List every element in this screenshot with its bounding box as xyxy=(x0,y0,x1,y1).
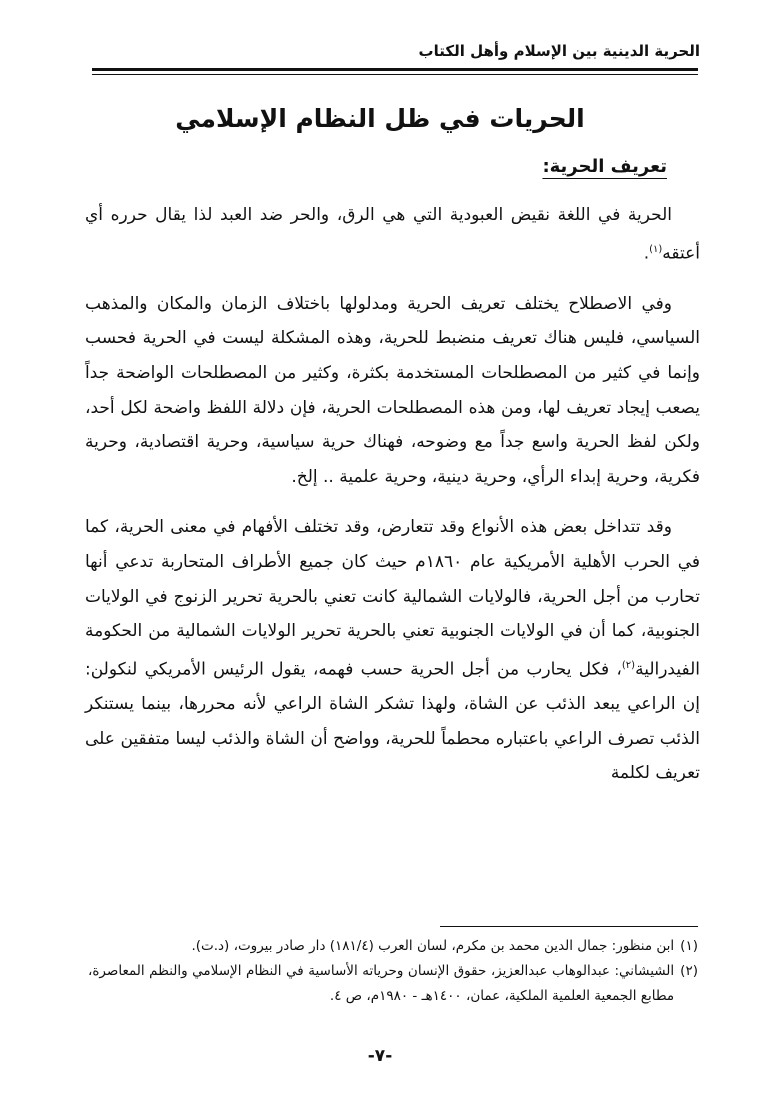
header-rule-thick xyxy=(92,68,698,71)
footnote-text: ابن منظور: جمال الدين محمد بن مكرم، لسان العرب (١٨١/٤) دار صادر بيروت، (د.ت). xyxy=(191,938,675,954)
header-rule-thin xyxy=(92,74,698,75)
page-number: -٧- xyxy=(367,1046,393,1066)
footnote xyxy=(88,934,698,959)
footnote-ref: (١) xyxy=(649,243,663,255)
footnote-divider xyxy=(440,926,698,927)
running-header: الحرية الدينية بين الإسلام وأهل الكتاب xyxy=(418,42,700,60)
paragraph-text: وفي الاصطلاح يختلف تعريف الحرية ومدلولها باختلاف الزمان والمكان والمذهب السياسي، فليس هناك تعريف منضبط للحرية، وهذه المشكلة ليست في الحرية فحسب وإنما في كثير من المصطلحات المستخدمة بكثرة، وكثير من المصطلحات الواضحة جداً يصعب إيجاد تعريف لها، ومن هذه المصطلحات الحرية، فإن دلالة اللفظ واضحة لكل أحد، ولكن لفظ الحرية واسع جداً مع وضوحه، فهناك حرية سياسية، وحرية اقتصادية، وحرية فكرية، وحرية إبداء الرأي، وحرية دينية، وحرية علمية .. إلخ. xyxy=(85,293,700,487)
paragraph xyxy=(85,198,700,271)
section-heading: تعريف الحرية: xyxy=(542,156,667,177)
paragraph-text: الحرية في اللغة نقيض العبودية التي هي الرق، والحر ضد العبد لذا يقال حرره أي أعتقه xyxy=(85,205,700,264)
footnote-number: (٢) xyxy=(680,963,698,979)
paragraph-text-continued: ، فكل يحارب من أجل الحرية حسب فهمه، يقول الرئيس الأمريكي لنكولن: إن الراعي يبعد الذئب عن الشاة، ولهذا تشكر الشاة الراعي لأنه محررها، بينما يستنكر الذئب تصرف الراعي باعتباره محطماً للحرية، وواضح أن الشاة والذئب ليسا متفقين على تعريف لكلمة xyxy=(85,659,700,784)
paragraph-text: وقد تتداخل بعض هذه الأنواع وقد تتعارض، وقد تختلف الأفهام في معنى الحرية، كما في الحرب الأهلية الأمريكية عام ١٨٦٠م حيث كان جميع الأطراف المتحاربة تدعي أنها تحارب من أجل الحرية، فالولايات الشمالية كانت تعني بالحرية تحرير الزنوج في الولايات الجنوبية، كما أن في الولايات الجنوبية تعني بالحرية تحرير الولايات الشمالية من الحكومة الفيدرالية xyxy=(85,517,701,680)
footnote xyxy=(88,959,698,1009)
chapter-title: الحريات في ظل النظام الإسلامي xyxy=(175,104,585,133)
body-text xyxy=(85,198,700,807)
footnote-number: (١) xyxy=(680,938,698,954)
footnotes xyxy=(88,934,698,1009)
footnote-text: الشيشاني: عبدالوهاب عبدالعزيز، حقوق الإنسان وحرياته الأساسية في النظام الإسلامي والنظم المعاصرة، مطابع الجمعية العلمية الملكية، عمان، ١٤٠٠هـ - ١٩٨٠م، ص ٤. xyxy=(88,963,675,1004)
paragraph xyxy=(85,287,700,495)
paragraph-text-end: . xyxy=(643,243,650,264)
paragraph xyxy=(85,510,700,790)
footnote-ref: (٢) xyxy=(621,659,636,671)
